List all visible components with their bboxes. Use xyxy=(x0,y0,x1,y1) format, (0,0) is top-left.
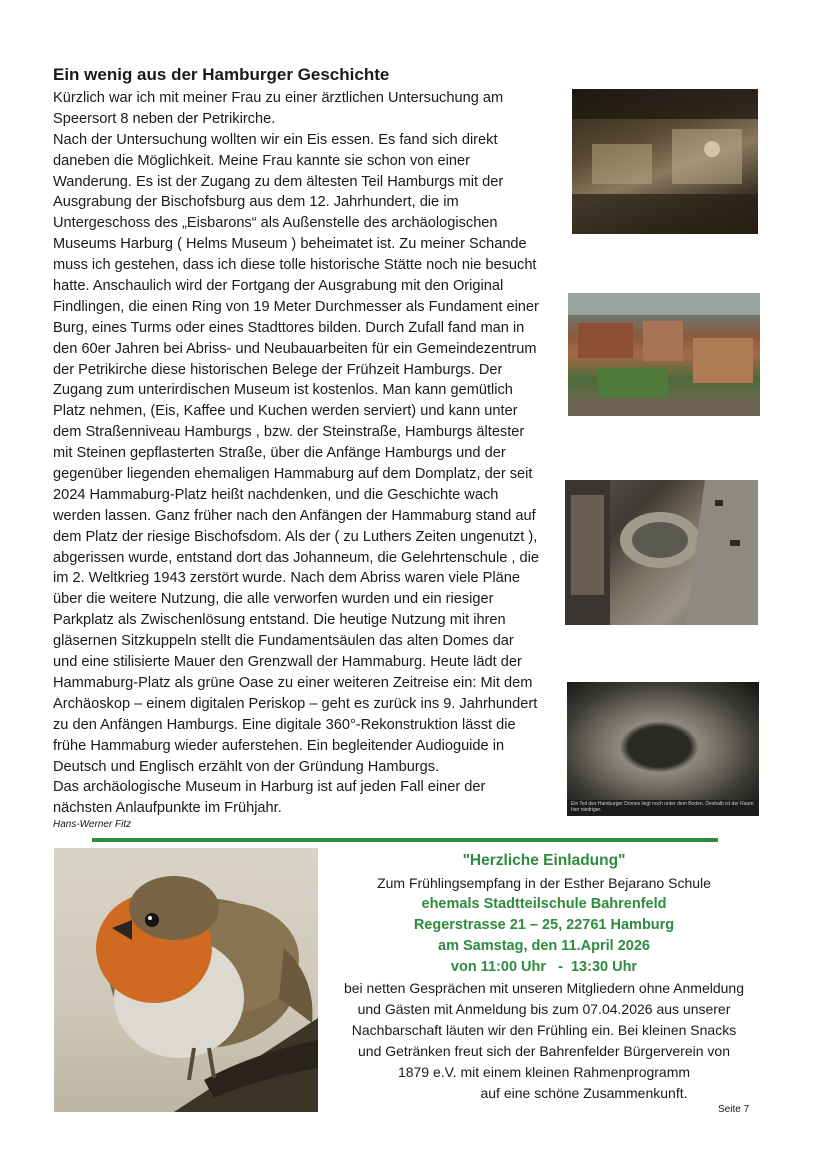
article-line: Das archäologische Museum in Harburg ist auf jeden Fall einer der xyxy=(53,779,486,796)
article-line: dem Straßenniveau Hamburgs , bzw. der Steinstraße, Hamburgs ältester xyxy=(53,424,525,441)
photo-caption: Ein Teil des Hamburger Domes liegt noch unter dem Boden. Deshalb ist der Raum hier niedriger. xyxy=(571,801,754,813)
article-line: daneben die Möglichkeit. Meine Frau kannte sie schon von einer xyxy=(53,152,470,169)
invitation-time: von 11:00 Uhr - 13:30 Uhr xyxy=(450,959,638,975)
invitation-body-line: und Gästen mit Anmeldung bis zum 07.04.2026 aus unserer xyxy=(357,1001,731,1017)
article-line: muss ich gestehen, dass ich diese tolle historische Stätte noch nie besucht xyxy=(53,257,537,274)
article-line: Wanderung. Es ist der Zugang zu dem ältesten Teil Hamburgs mit der xyxy=(53,173,504,190)
article-line: Untergeschoss des „Eisbarons“ als Außenstelle des archäologischen xyxy=(53,215,498,232)
article-line: abgerissen wurde, entstand dort das Johanneum, die Gelehrtenschule , die xyxy=(53,549,539,566)
article-line: über die weitere Nutzung, die alle verworfen wurden und ein riesiger xyxy=(53,591,494,608)
article-line: zu den Anfängen Hamburgs. Eine digitale 360°-Rekonstruktion lässt die xyxy=(53,716,516,733)
photo-museum-interior xyxy=(572,89,758,234)
article-title: Ein wenig aus der Hamburger Geschichte xyxy=(53,65,390,84)
invitation-body-line: 1879 e.V. mit einem kleinen Rahmenprogramm xyxy=(397,1064,691,1080)
article-line: und eine stilisierte Mauer den Grenzwall der Hammaburg. Heute lädt der xyxy=(53,654,522,671)
article-line: Speersort 8 neben der Petrikirche. xyxy=(53,110,276,127)
article-line: hatte. Anschaulich wird der Fortgang der Ausgrabung mit den Original xyxy=(53,278,504,295)
article-line: dem Platz der riesige Bischofsdom. Als der ( zu Luthers Zeiten ungenutzt ), xyxy=(53,528,538,545)
invitation-body-line: und Getränken freut sich der Bahrenfelder Bürgerverein von xyxy=(358,1043,730,1059)
article-line: im 2. Weltkrieg 1943 zerstört wurde. Nach dem Abriss waren viele Pläne xyxy=(53,570,520,587)
article-line: Deutsch und Englisch erzählt von der Gründung Hamburgs. xyxy=(53,758,440,775)
article-line: den 60er Jahren bei Abriss- und Neubauarbeiten für ein Gemeindezentrum xyxy=(53,340,537,357)
photo-hammaburg-platz xyxy=(565,480,758,625)
invitation-intro: Zum Frühlingsempfang in der Esther Bejarano Schule xyxy=(377,875,711,891)
article-line: Kürzlich war ich mit meiner Frau zu einer ärztlichen Untersuchung am xyxy=(53,90,504,106)
article-line: gläsernen Sitzkuppeln stellt die Fundamentsäulen das alten Domes dar xyxy=(53,633,514,650)
article-line: gegenüber liegenden ehemaligen Hammaburg auf dem Domplatz, der seit xyxy=(53,466,533,483)
article-line: werden lassen. Ganz früher nach den Anfängen der Hammaburg stand auf xyxy=(53,507,536,524)
invitation-body-line: Nachbarschaft läuten wir den Frühling ein. Bei kleinen Snacks xyxy=(351,1022,737,1038)
article-line: Archäoskop – einem digitalen Periskop – geht es zurück ins 9. Jahrhundert xyxy=(53,695,538,712)
robin-bird-image xyxy=(54,848,318,1112)
invitation-address: Regerstrasse 21 – 25, 22761 Hamburg xyxy=(413,917,675,933)
article-line: Nach der Untersuchung wollten wir ein Eis essen. Es fand sich direkt xyxy=(53,131,498,148)
photo-aerial-city xyxy=(568,293,760,416)
article-author: Hans-Werner Fitz xyxy=(53,819,132,830)
article-line: Platz nehmen, (Eis, Kaffee und Kuchen werden serviert) und kann unter xyxy=(53,403,518,420)
article-line: Parkplatz als Zwischenlösung entstand. Die heutige Nutzung mit ihren xyxy=(53,612,506,629)
article-line: der Petrikirche diese historischen Belege der Frühzeit Hamburgs. Der xyxy=(53,361,503,378)
article-body xyxy=(53,88,583,819)
article-line: frühe Hammaburg wieder auferstehen. Ein begleitender Audioguide in xyxy=(53,737,505,754)
invitation-school: ehemals Stadtteilschule Bahrenfeld xyxy=(421,896,667,912)
article-line: Burg, eines Turms oder eines Stadttores bilden. Durch Zufall fand man in xyxy=(53,319,525,336)
page-number: Seite 7 xyxy=(718,1104,750,1115)
invitation-body-line: auf eine schöne Zusammenkunft. xyxy=(480,1085,688,1101)
invitation xyxy=(322,848,766,1104)
article-line: Findlingen, die einen Ring von 19 Meter Durchmesser als Fundament einer xyxy=(53,298,539,315)
article-line: nächsten Anlaufpunkte im Frühjahr. xyxy=(53,800,282,817)
article-line: Zugang zum unterirdischen Museum ist kostenlos. Man kann gemütlich xyxy=(53,382,513,399)
invitation-body-line: bei netten Gesprächen mit unseren Mitgliedern ohne Anmeldung xyxy=(343,980,745,996)
article-line: mit Steinen gepflasterten Straße, über die Anfänge Hamburgs und der xyxy=(53,445,506,462)
article-line: Museums Harburg ( Helms Museum ) beheimatet ist. Zu meiner Schande xyxy=(53,236,527,253)
article-line: Hammaburg-Platz als grüne Oase zu einer weiteren Zeitreise ein: Mit dem xyxy=(53,674,533,691)
invitation-heading: "Herzliche Einladung" xyxy=(462,852,626,869)
photo-excavation-ring xyxy=(567,682,759,816)
section-divider xyxy=(92,838,718,842)
invitation-date: am Samstag, den 11.April 2026 xyxy=(438,938,650,954)
article-line: Ausgrabung der Bischofsburg aus dem 12. Jahrhundert, die im xyxy=(53,194,459,211)
article-line: 2024 Hammaburg-Platz heißt nachdenken, und die Geschichte wach xyxy=(53,486,499,503)
